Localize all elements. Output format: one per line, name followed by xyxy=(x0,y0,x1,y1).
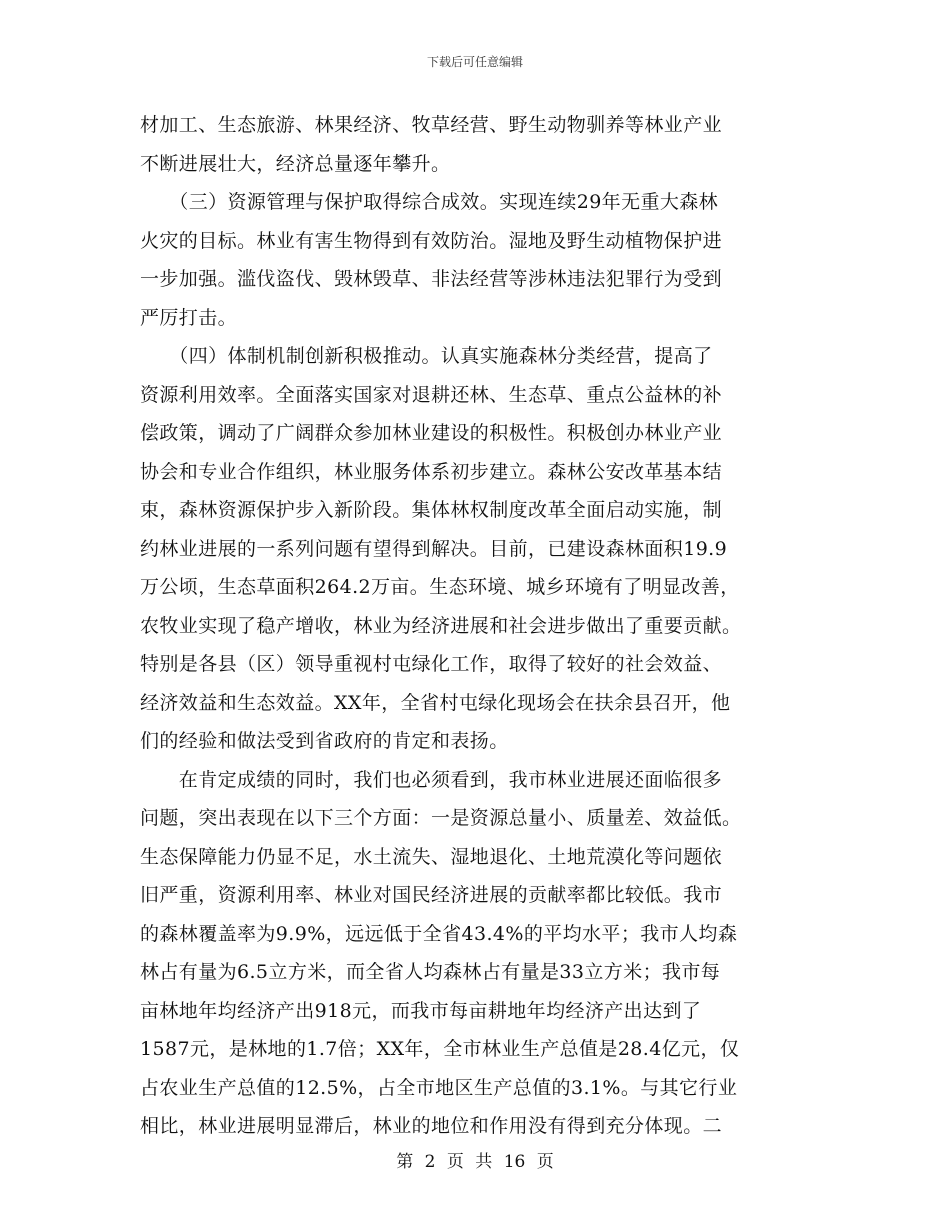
text-line: 农牧业实现了稳产增收，林业为经济进展和社会进步做出了重要贡献。 xyxy=(140,614,742,637)
text-line: 约林业进展的一系列问题有望得到解决。目前，已建设森林面积19.9 xyxy=(140,537,728,560)
text-line: 特别是各县（区）领导重视村屯绿化工作，取得了较好的社会效益、 xyxy=(140,653,723,675)
page-label-prefix: 第 xyxy=(396,1152,414,1172)
text-line: 万公顷，生态草面积264.2万亩。生态环境、城乡环境有了明显改善， xyxy=(140,576,740,598)
text-line: 偿政策，调动了广阔群众参加林业建设的积极性。积极创办林业产业 xyxy=(140,422,723,444)
text-line: 火灾的目标。林业有害生物得到有效防治。湿地及野生动植物保护进 xyxy=(140,229,723,252)
page-label-suffix: 页 xyxy=(536,1152,554,1172)
text-line: 材加工、生态旅游、林果经济、牧草经营、野生动物驯养等林业产业 xyxy=(140,114,723,136)
text-line: 1587元，是林地的1.7倍；XX年，全市林业生产总值是28.4亿元，仅 xyxy=(140,1038,740,1060)
text-line: （三）资源管理与保护取得综合成效。实现连续29年无重大森林 xyxy=(140,191,719,213)
text-line: 不断进展壮大，经济总量逐年攀升。 xyxy=(140,152,451,175)
text-line: 协会和专业合作组织，林业服务体系初步建立。森林公安改革基本结 xyxy=(140,460,723,483)
page-total: 16 xyxy=(503,1152,526,1172)
text-line: 相比，林业进展明显滞后，林业的地位和作用没有得到充分体现。二 xyxy=(140,1115,723,1137)
text-line: 占农业生产总值的12.5%，占全市地区生产总值的3.1%。与其它行业 xyxy=(140,1076,738,1099)
text-line: 亩林地年均经济产出918元，而我市每亩耕地年均经济产出达到了 xyxy=(140,999,702,1022)
text-line: 严厉打击。 xyxy=(140,306,238,329)
text-line: 林占有量为6.5立方米，而全省人均森林占有量是33立方米；我市每 xyxy=(140,961,721,983)
text-line: 旧严重，资源利用率、林业对国民经济进展的贡献率都比较低。我市 xyxy=(140,884,723,906)
text-line: 问题，突出表现在以下三个方面：一是资源总量小、质量差、效益低。 xyxy=(140,807,742,829)
text-line: 们的经验和做法受到省政府的肯定和表扬。 xyxy=(140,730,509,752)
text-line: （四）体制机制创新积极推动。认真实施森林分类经营，提高了 xyxy=(140,345,713,367)
text-line: 束，森林资源保护步入新阶段。集体林权制度改革全面启动实施，制 xyxy=(140,499,723,521)
page-number-footer xyxy=(0,1150,950,1174)
text-line: 的森林覆盖率为9.9%，远远低于全省43.4%的平均水平；我市人均森 xyxy=(140,922,738,945)
page-current: 2 xyxy=(424,1152,436,1172)
text-line: 资源利用效率。全面落实国家对退耕还林、生态草、重点公益林的补 xyxy=(140,383,723,406)
page-label-total-prefix: 共 xyxy=(475,1152,493,1172)
page-label-mid: 页 xyxy=(446,1152,464,1172)
text-line: 一步加强。滥伐盗伐、毁林毁草、非法经营等涉林违法犯罪行为受到 xyxy=(140,268,723,290)
document-body xyxy=(140,106,810,1146)
text-line: 生态保障能力仍显不足，水土流失、湿地退化、土地荒漠化等问题依 xyxy=(140,845,723,868)
text-line: 在肯定成绩的同时，我们也必须看到，我市林业进展还面临很多 xyxy=(140,768,723,791)
page-header: 下载后可任意编辑 xyxy=(426,55,523,69)
text-line: 经济效益和生态效益。XX年，全省村屯绿化现场会在扶余县召开，他 xyxy=(140,691,731,714)
